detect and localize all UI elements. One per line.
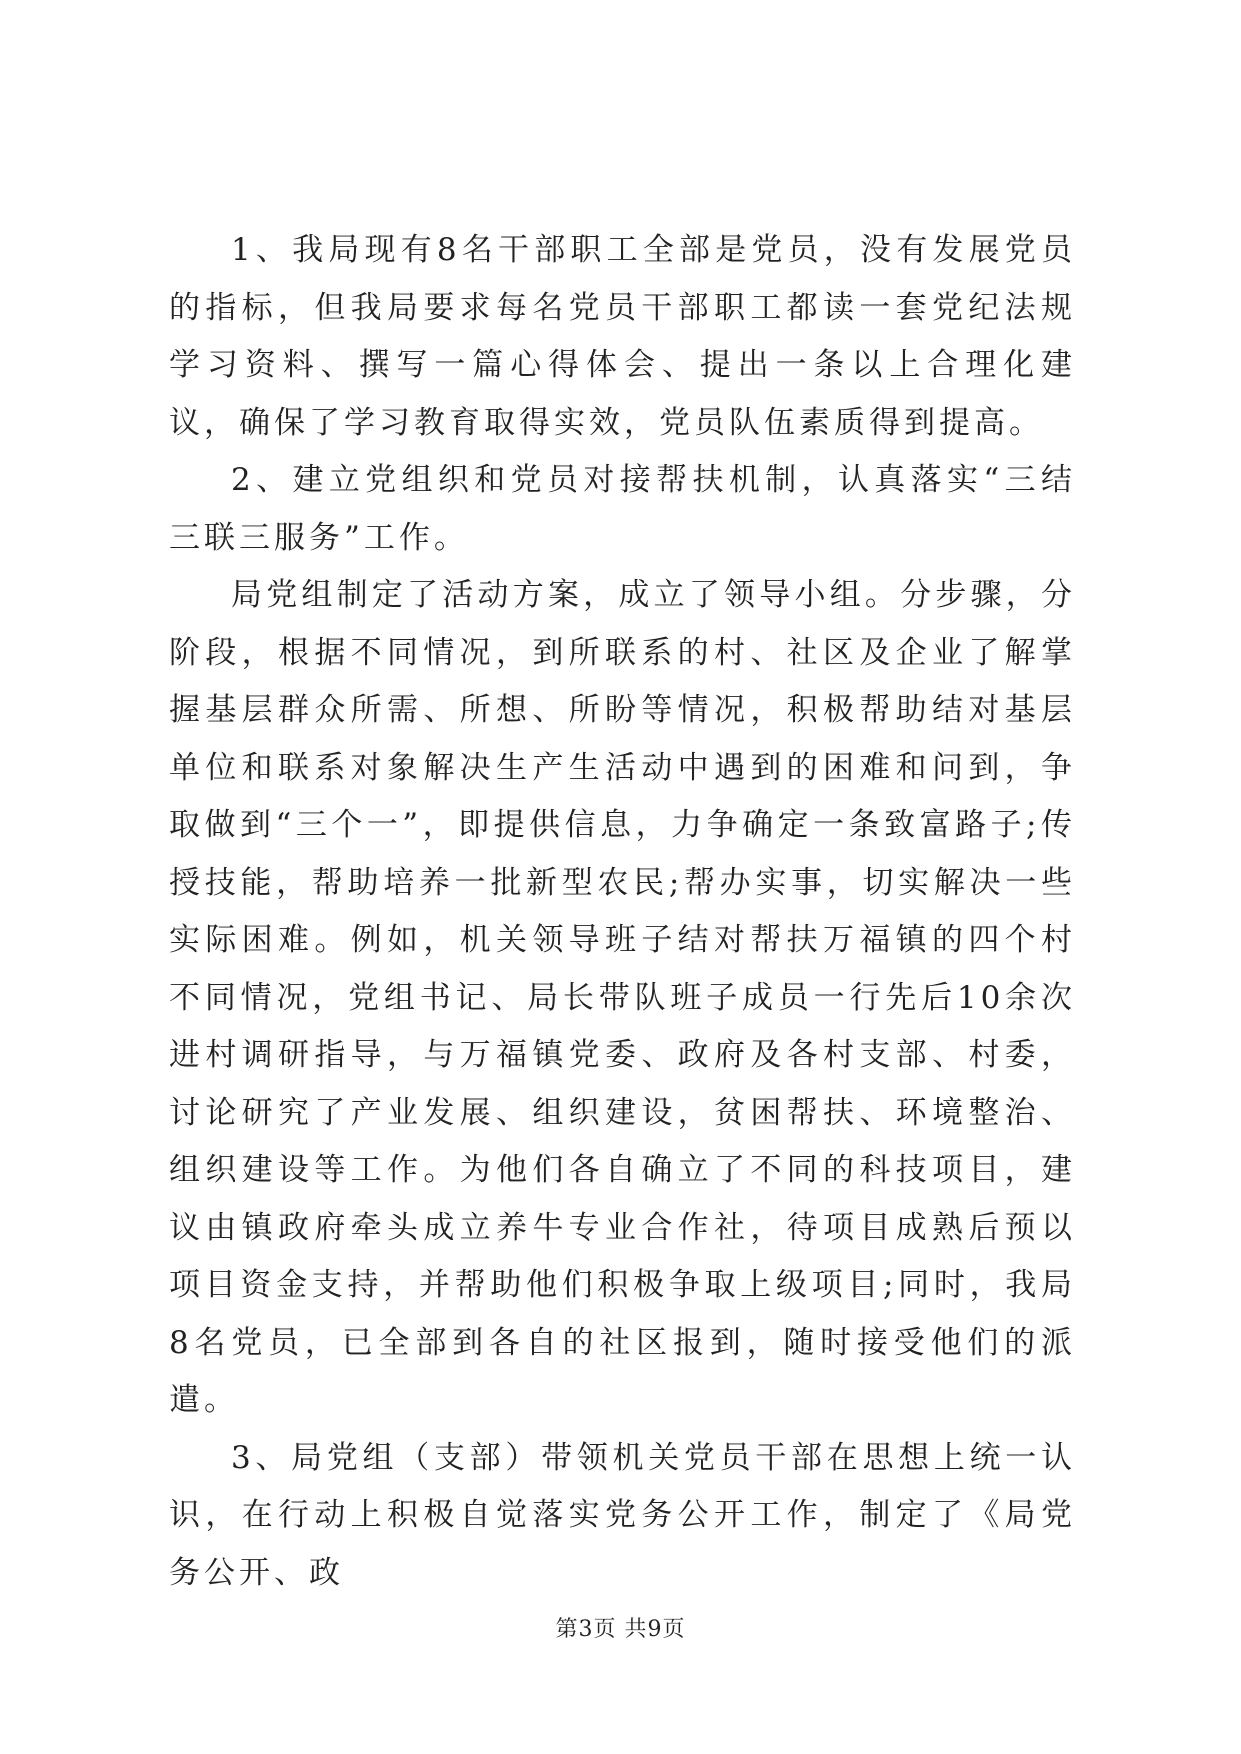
page-number-footer: 第3页 共9页 bbox=[555, 1617, 686, 1642]
document-body bbox=[169, 222, 1076, 1602]
paragraph-4: 3、局党组（支部）带领机关党员干部在思想上统一认识，在行动上积极自觉落实党务公开工作，制定了《局党务公开、政 bbox=[169, 1439, 1076, 1591]
paragraph-1: 1、我局现有8名干部职工全部是党员，没有发展党员的指标，但我局要求每名党员干部职工都读一套党纪法规学习资料、撰写一篇心得体会、提出一条以上合理化建议，确保了学习教育取得实效，党员队伍素质得到提高。 bbox=[169, 232, 1076, 441]
paragraph-3: 局党组制定了活动方案，成立了领导小组。分步骤，分阶段，根据不同情况，到所联系的村、社区及企业了解掌握基层群众所需、所想、所盼等情况，积极帮助结对基层单位和联系对象解决生产生活动中遇到的困难和问到，争取做到“三个一”，即提供信息，力争确定一条致富路子;传授技能，帮助培养一批新型农民;帮办实事，切实解决一些实际困难。例如，机关领导班子结对帮扶万福镇的四个村不同情况，党组书记、局长带队班子成员一行先后10余次进村调研指导，与万福镇党委、政府及各村支部、村委，讨论研究了产业发展、组织建设，贫困帮扶、环境整治、组织建设等工作。为他们各自确立了不同的科技项目，建议由镇政府牵头成立养牛专业合作社，待项目成熟后预以项目资金支持，并帮助他们积极争取上级项目;同时，我局8名党员，已全部到各自的社区报到，随时接受他们的派遣。 bbox=[169, 577, 1076, 1418]
paragraph-2: 2、建立党组织和党员对接帮扶机制，认真落实“三结三联三服务”工作。 bbox=[169, 462, 1076, 556]
